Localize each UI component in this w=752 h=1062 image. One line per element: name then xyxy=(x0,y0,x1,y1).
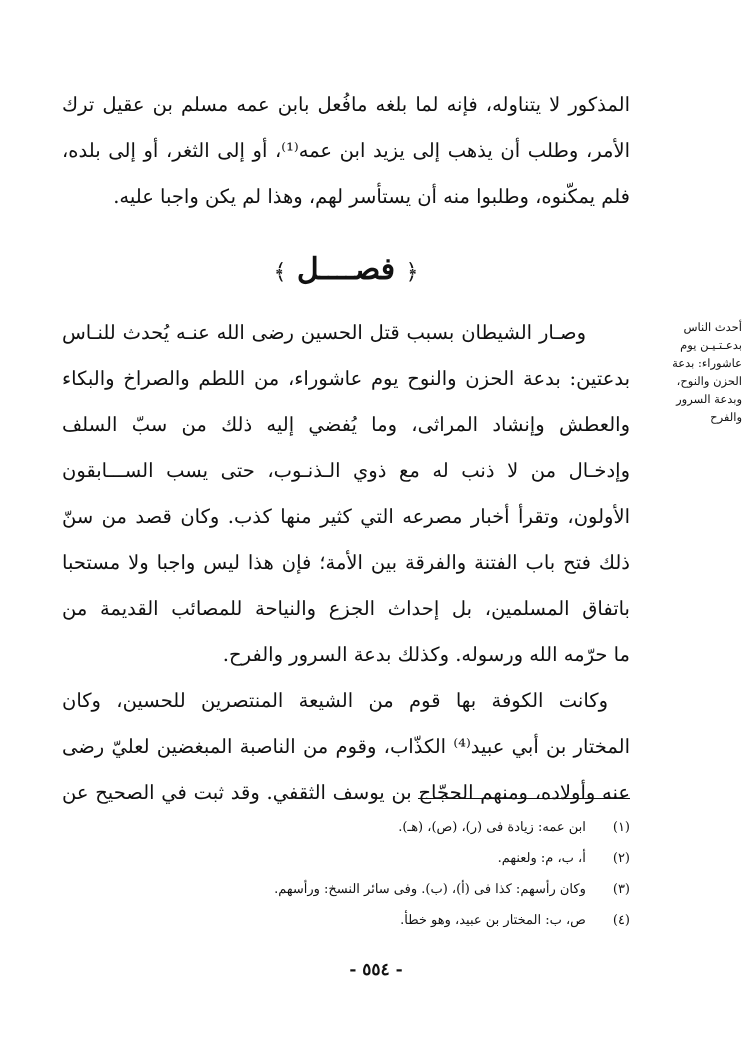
text-line: بدعتين: بدعة الحزن والنوح يوم عاشوراء، من اللطم والصراخ والبكاء xyxy=(62,367,630,390)
margin-note-line: أحدث الناس xyxy=(683,320,742,334)
footnote-divider xyxy=(418,798,630,799)
text-line: المختار بن أبي عبيد⁽⁴⁾ الكذّاب، وقوم من الناصبة المبغضين لعليّ رضى xyxy=(62,735,630,758)
ornament-left: ﴾ xyxy=(273,260,287,285)
footnote xyxy=(110,905,630,936)
paragraph-top xyxy=(62,82,630,220)
page-number: - ٥٥٤ - xyxy=(349,960,403,980)
text-line: فلم يمكّنوه، وطلبوا منه أن يستأسر لهم، وهذا لم يكن واجبا عليه. xyxy=(113,185,630,208)
text-line: والعطش وإنشاد المراثى، وما يُفضي إليه ذلك من سبّ السلف xyxy=(62,413,630,436)
paragraph-main xyxy=(62,310,630,816)
section-title: فصــــل xyxy=(296,252,396,287)
ornament-right: ﴿ xyxy=(405,260,419,285)
text-line: الأولون، وتقرأ أخبار مصرعه التي كثير منها كذب. وكان قصد من سنّ xyxy=(62,505,630,528)
margin-note-line: الحزن والنوح، xyxy=(676,374,742,388)
text-line: وكانت الكوفة بها قوم من الشيعة المنتصرين للحسين، وكان xyxy=(62,689,608,712)
footnote-text: أ، ب، م: ولعنهم. xyxy=(497,851,586,866)
text-line: وصـار الشيطان بسبب قتل الحسين رضى الله عنـه يُحدث للنـاس xyxy=(62,321,586,344)
footnote-number: (١) xyxy=(612,820,630,835)
footnote-text: وكان رأسهم: كذا فى (أ)، (ب). وفى سائر النسخ: ورأسهم. xyxy=(274,882,586,897)
footnote-number: (٣) xyxy=(612,882,630,897)
margin-note xyxy=(646,318,742,426)
text-line: ذلك فتح باب الفتنة والفرقة بين الأمة؛ فإن هذا ليس واجبا ولا مستحبا xyxy=(62,551,630,574)
margin-note-line: عاشوراء: بدعة xyxy=(672,356,742,370)
text-line: ما حرّمه الله ورسوله. وكذلك بدعة السرور والفرح. xyxy=(222,643,630,666)
section-heading xyxy=(62,244,630,299)
footnote xyxy=(110,874,630,905)
footnote-number: (٤) xyxy=(612,913,630,928)
margin-note-line: وبدعة السرور xyxy=(676,392,742,406)
footnote-text: ابن عمه: زيادة فى (ر)، (ص)، (هـ). xyxy=(398,820,586,835)
footnotes xyxy=(110,812,630,936)
text-line: وإدخـال من لا ذنب له مع ذوي الـذنـوب، حتى يسب الســـابقون xyxy=(62,459,630,482)
margin-note-line: بدعـتـيـن يوم xyxy=(680,338,742,352)
text-line: الأمر، وطلب أن يذهب إلى يزيد ابن عمه⁽¹⁾، أو إلى الثغر، أو إلى بلده، xyxy=(62,139,630,162)
footnote-number: (٢) xyxy=(612,851,630,866)
footnote-text: ص، ب: المختار بن عبيد، وهو خطأ. xyxy=(400,913,586,928)
text-line: عنه وأولاده، ومنهم الحجّاج بن يوسف الثقفي. وقد ثبت في الصحيح عن xyxy=(62,781,630,804)
footnote xyxy=(110,843,630,874)
footnote xyxy=(110,812,630,843)
text-line: المذكور لا يتناوله، فإنه لما بلغه مافُعل بابن عمه مسلم بن عقيل ترك xyxy=(62,93,630,116)
text-line: باتفاق المسلمين، بل إحداث الجزع والنياحة للمصائب القديمة من xyxy=(62,597,630,620)
margin-note-line: والفرح xyxy=(710,410,742,424)
